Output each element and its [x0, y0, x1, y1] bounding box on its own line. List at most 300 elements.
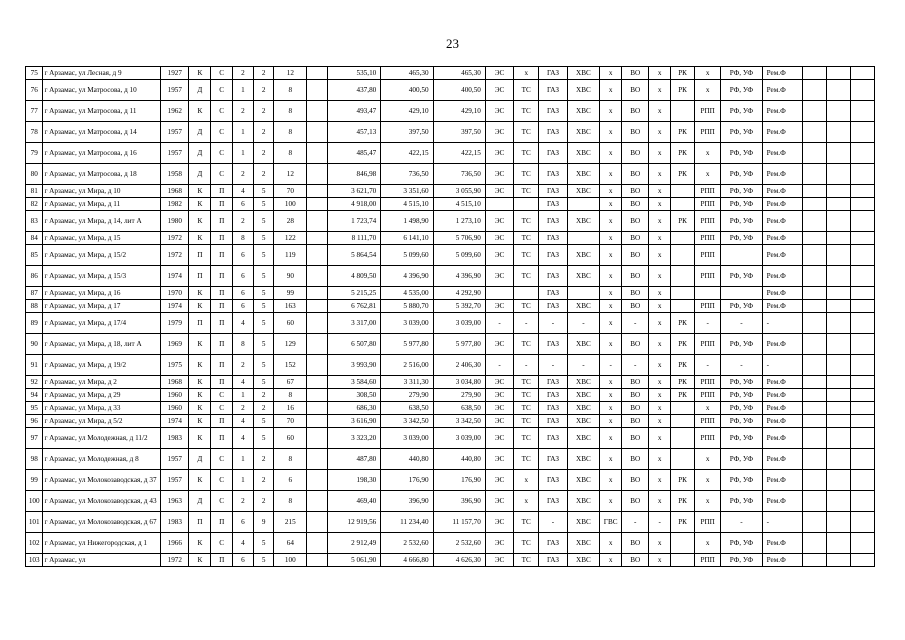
table-row — [26, 287, 875, 300]
residential-area-cell: 3 039,00 — [433, 313, 485, 334]
entrances-cell: 5 — [253, 533, 274, 554]
rpp-flag-cell: РПП — [695, 376, 721, 389]
apartments-cell: 67 — [274, 376, 307, 389]
material-cell: П — [189, 266, 211, 287]
floors-cell: 6 — [233, 512, 254, 533]
hot-water-cell: х — [600, 376, 622, 389]
empty-cell-2-cell — [826, 185, 850, 198]
floors-cell: 2 — [233, 402, 254, 415]
empty-cell-3-cell — [850, 376, 874, 389]
build-year-cell: 1957 — [161, 470, 189, 491]
build-year-cell: 1972 — [161, 554, 189, 567]
sewerage-cell: ВО — [622, 415, 649, 428]
heating-cell: ТС — [514, 428, 539, 449]
repair-fund-cell: Рем.Ф — [762, 211, 802, 232]
fund-type-cell — [721, 287, 762, 300]
repair-fund-cell: - — [762, 313, 802, 334]
apartments-cell: 6 — [274, 470, 307, 491]
rk-flag-cell: РК — [671, 376, 695, 389]
empty-cell-1-cell — [802, 143, 826, 164]
floors-cell: 6 — [233, 287, 254, 300]
rpp-flag-cell: РПП — [695, 266, 721, 287]
table-row — [26, 554, 875, 567]
extra-service-cell: х — [649, 376, 671, 389]
cold-water-cell: ХВС — [567, 245, 600, 266]
rk-flag-cell: РК — [671, 491, 695, 512]
fund-type-cell: - — [721, 355, 762, 376]
total-area-cell: 4 809,50 — [327, 266, 380, 287]
row-number-cell: 80 — [26, 164, 43, 185]
row-number-cell: 101 — [26, 512, 43, 533]
address-cell: г Арзамас, ул Матросова, д 14 — [43, 122, 161, 143]
repair-fund-cell: Рем.Ф — [762, 533, 802, 554]
hot-water-cell: х — [600, 287, 622, 300]
address-cell: г Арзамас, ул Мира, д 11 — [43, 198, 161, 211]
rk-flag-cell: РК — [671, 67, 695, 80]
row-number-cell: 83 — [26, 211, 43, 232]
living-area-cell: 440,80 — [381, 449, 433, 470]
rk-flag-cell: РК — [671, 143, 695, 164]
cold-water-cell: ХВС — [567, 334, 600, 355]
cold-water-cell: ХВС — [567, 211, 600, 232]
blank-cell-cell — [307, 402, 328, 415]
build-year-cell: 1957 — [161, 449, 189, 470]
apartments-cell: 12 — [274, 164, 307, 185]
table-row — [26, 211, 875, 232]
residential-area-cell: 11 157,70 — [433, 512, 485, 533]
sewerage-cell: - — [622, 313, 649, 334]
build-year-cell: 1960 — [161, 389, 189, 402]
gas-cell: ГАЗ — [539, 245, 567, 266]
material-cell: Д — [189, 143, 211, 164]
build-year-cell: 1963 — [161, 491, 189, 512]
cold-water-cell: ХВС — [567, 122, 600, 143]
electricity-cell: ЭС — [485, 415, 513, 428]
floors-cell: 4 — [233, 428, 254, 449]
residential-area-cell: 638,50 — [433, 402, 485, 415]
address-cell: г Арзамас, ул Мира, д 5/2 — [43, 415, 161, 428]
entrances-cell: 5 — [253, 313, 274, 334]
sewerage-cell: - — [622, 512, 649, 533]
cold-water-cell: ХВС — [567, 470, 600, 491]
rk-flag-cell — [671, 101, 695, 122]
rk-flag-cell — [671, 198, 695, 211]
build-year-cell: 1927 — [161, 67, 189, 80]
entrances-cell: 2 — [253, 470, 274, 491]
material-cell: Д — [189, 122, 211, 143]
hot-water-cell: х — [600, 198, 622, 211]
empty-cell-2-cell — [826, 470, 850, 491]
living-area-cell: 5 977,80 — [381, 334, 433, 355]
repair-fund-cell: Рем.Ф — [762, 554, 802, 567]
entrances-cell: 2 — [253, 402, 274, 415]
entrances-cell: 2 — [253, 80, 274, 101]
floors-cell: 8 — [233, 334, 254, 355]
repair-fund-cell: Рем.Ф — [762, 245, 802, 266]
total-area-cell: 4 918,00 — [327, 198, 380, 211]
sewerage-cell: ВО — [622, 491, 649, 512]
address-cell: г Арзамас, ул Мира, д 17/4 — [43, 313, 161, 334]
cold-water-cell: ХВС — [567, 266, 600, 287]
wall-type-cell: П — [211, 198, 233, 211]
rpp-flag-cell: х — [695, 533, 721, 554]
empty-cell-2-cell — [826, 266, 850, 287]
electricity-cell: ЭС — [485, 533, 513, 554]
row-number-cell: 95 — [26, 402, 43, 415]
row-number-cell: 75 — [26, 67, 43, 80]
empty-cell-3-cell — [850, 470, 874, 491]
address-cell: г Арзамас, ул — [43, 554, 161, 567]
floors-cell: 1 — [233, 143, 254, 164]
repair-fund-cell: Рем.Ф — [762, 266, 802, 287]
empty-cell-2-cell — [826, 428, 850, 449]
extra-service-cell: х — [649, 211, 671, 232]
material-cell: Д — [189, 80, 211, 101]
repair-fund-cell: Рем.Ф — [762, 389, 802, 402]
total-area-cell: 2 912,49 — [327, 533, 380, 554]
repair-fund-cell: Рем.Ф — [762, 415, 802, 428]
electricity-cell: ЭС — [485, 470, 513, 491]
cold-water-cell — [567, 198, 600, 211]
gas-cell: ГАЗ — [539, 164, 567, 185]
fund-type-cell: РФ, УФ — [721, 428, 762, 449]
table-row — [26, 164, 875, 185]
gas-cell: ГАЗ — [539, 80, 567, 101]
table-row — [26, 101, 875, 122]
electricity-cell: ЭС — [485, 491, 513, 512]
empty-cell-2-cell — [826, 355, 850, 376]
wall-type-cell: П — [211, 512, 233, 533]
empty-cell-1-cell — [802, 67, 826, 80]
address-cell: г Арзамас, ул Мира, д 10 — [43, 185, 161, 198]
entrances-cell: 5 — [253, 300, 274, 313]
hot-water-cell: х — [600, 232, 622, 245]
fund-type-cell: РФ, УФ — [721, 80, 762, 101]
material-cell: К — [189, 533, 211, 554]
empty-cell-2-cell — [826, 143, 850, 164]
living-area-cell: 4 666,80 — [381, 554, 433, 567]
heating-cell: ТС — [514, 389, 539, 402]
empty-cell-1-cell — [802, 313, 826, 334]
total-area-cell: 3 584,60 — [327, 376, 380, 389]
living-area-cell: 176,90 — [381, 470, 433, 491]
fund-type-cell: РФ, УФ — [721, 533, 762, 554]
empty-cell-3-cell — [850, 122, 874, 143]
fund-type-cell: - — [721, 313, 762, 334]
rk-flag-cell — [671, 245, 695, 266]
empty-cell-1-cell — [802, 232, 826, 245]
floors-cell: 6 — [233, 266, 254, 287]
repair-fund-cell: Рем.Ф — [762, 449, 802, 470]
heating-cell: ТС — [514, 512, 539, 533]
apartments-cell: 100 — [274, 198, 307, 211]
sewerage-cell: ВО — [622, 470, 649, 491]
empty-cell-3-cell — [850, 313, 874, 334]
sewerage-cell: ВО — [622, 198, 649, 211]
sewerage-cell: ВО — [622, 376, 649, 389]
extra-service-cell: х — [649, 185, 671, 198]
cold-water-cell: ХВС — [567, 449, 600, 470]
apartments-cell: 152 — [274, 355, 307, 376]
floors-cell: 6 — [233, 300, 254, 313]
wall-type-cell: П — [211, 211, 233, 232]
residential-area-cell: 5 706,90 — [433, 232, 485, 245]
fund-type-cell: РФ, УФ — [721, 389, 762, 402]
build-year-cell: 1958 — [161, 164, 189, 185]
address-cell: г Арзамас, ул Мира, д 2 — [43, 376, 161, 389]
material-cell: К — [189, 67, 211, 80]
hot-water-cell: х — [600, 122, 622, 143]
heating-cell: ТС — [514, 533, 539, 554]
floors-cell: 2 — [233, 67, 254, 80]
floors-cell: 2 — [233, 164, 254, 185]
gas-cell: ГАЗ — [539, 232, 567, 245]
blank-cell-cell — [307, 389, 328, 402]
address-cell: г Арзамас, ул Мира, д 15/3 — [43, 266, 161, 287]
rk-flag-cell: РК — [671, 389, 695, 402]
fund-type-cell: РФ, УФ — [721, 67, 762, 80]
extra-service-cell: х — [649, 266, 671, 287]
apartments-cell: 28 — [274, 211, 307, 232]
empty-cell-1-cell — [802, 245, 826, 266]
extra-service-cell: х — [649, 287, 671, 300]
housing-registry-table — [25, 66, 875, 567]
blank-cell-cell — [307, 313, 328, 334]
rk-flag-cell — [671, 402, 695, 415]
empty-cell-1-cell — [802, 428, 826, 449]
row-number-cell: 84 — [26, 232, 43, 245]
table-row — [26, 334, 875, 355]
row-number-cell: 91 — [26, 355, 43, 376]
living-area-cell: 11 234,40 — [381, 512, 433, 533]
material-cell: К — [189, 211, 211, 232]
address-cell: г Арзамас, ул Лесная, д 9 — [43, 67, 161, 80]
sewerage-cell: ВО — [622, 300, 649, 313]
blank-cell-cell — [307, 334, 328, 355]
gas-cell: ГАЗ — [539, 491, 567, 512]
cold-water-cell: - — [567, 313, 600, 334]
fund-type-cell: РФ, УФ — [721, 266, 762, 287]
extra-service-cell: х — [649, 101, 671, 122]
entrances-cell: 5 — [253, 415, 274, 428]
gas-cell: - — [539, 512, 567, 533]
row-number-cell: 78 — [26, 122, 43, 143]
build-year-cell: 1982 — [161, 198, 189, 211]
build-year-cell: 1957 — [161, 143, 189, 164]
residential-area-cell: 422,15 — [433, 143, 485, 164]
rk-flag-cell: РК — [671, 470, 695, 491]
gas-cell: ГАЗ — [539, 122, 567, 143]
floors-cell: 1 — [233, 80, 254, 101]
row-number-cell: 94 — [26, 389, 43, 402]
sewerage-cell: ВО — [622, 67, 649, 80]
total-area-cell: 846,98 — [327, 164, 380, 185]
blank-cell-cell — [307, 449, 328, 470]
build-year-cell: 1975 — [161, 355, 189, 376]
cold-water-cell: ХВС — [567, 415, 600, 428]
sewerage-cell: ВО — [622, 334, 649, 355]
entrances-cell: 2 — [253, 143, 274, 164]
total-area-cell: 686,30 — [327, 402, 380, 415]
build-year-cell: 1957 — [161, 80, 189, 101]
cold-water-cell — [567, 232, 600, 245]
address-cell: г Арзамас, ул Мира, д 29 — [43, 389, 161, 402]
entrances-cell: 2 — [253, 491, 274, 512]
empty-cell-3-cell — [850, 415, 874, 428]
hot-water-cell: х — [600, 143, 622, 164]
row-number-cell: 77 — [26, 101, 43, 122]
empty-cell-3-cell — [850, 300, 874, 313]
apartments-cell: 8 — [274, 389, 307, 402]
blank-cell-cell — [307, 245, 328, 266]
wall-type-cell: П — [211, 428, 233, 449]
rpp-flag-cell: - — [695, 313, 721, 334]
extra-service-cell: х — [649, 300, 671, 313]
table-row — [26, 232, 875, 245]
fund-type-cell: РФ, УФ — [721, 101, 762, 122]
empty-cell-3-cell — [850, 266, 874, 287]
electricity-cell: ЭС — [485, 164, 513, 185]
wall-type-cell: П — [211, 245, 233, 266]
rk-flag-cell: РК — [671, 355, 695, 376]
entrances-cell: 2 — [253, 449, 274, 470]
table-row — [26, 80, 875, 101]
entrances-cell: 5 — [253, 334, 274, 355]
living-area-cell: 3 311,30 — [381, 376, 433, 389]
empty-cell-3-cell — [850, 80, 874, 101]
cold-water-cell: ХВС — [567, 376, 600, 389]
address-cell: г Арзамас, ул Мира, д 15/2 — [43, 245, 161, 266]
repair-fund-cell: Рем.Ф — [762, 402, 802, 415]
empty-cell-2-cell — [826, 164, 850, 185]
address-cell: г Арзамас, ул Мира, д 15 — [43, 232, 161, 245]
apartments-cell: 8 — [274, 101, 307, 122]
blank-cell-cell — [307, 415, 328, 428]
material-cell: К — [189, 389, 211, 402]
blank-cell-cell — [307, 266, 328, 287]
residential-area-cell: 2 406,30 — [433, 355, 485, 376]
electricity-cell: ЭС — [485, 211, 513, 232]
living-area-cell: 5 880,70 — [381, 300, 433, 313]
sewerage-cell: ВО — [622, 122, 649, 143]
table-row — [26, 198, 875, 211]
address-cell: г Арзамас, ул Молокозаводская, д 37 — [43, 470, 161, 491]
apartments-cell: 215 — [274, 512, 307, 533]
build-year-cell: 1983 — [161, 512, 189, 533]
wall-type-cell: П — [211, 232, 233, 245]
hot-water-cell: х — [600, 554, 622, 567]
build-year-cell: 1957 — [161, 122, 189, 143]
living-area-cell: 3 351,60 — [381, 185, 433, 198]
floors-cell: 2 — [233, 491, 254, 512]
cold-water-cell: ХВС — [567, 512, 600, 533]
electricity-cell — [485, 287, 513, 300]
extra-service-cell: х — [649, 470, 671, 491]
empty-cell-2-cell — [826, 313, 850, 334]
heating-cell: ТС — [514, 300, 539, 313]
address-cell: г Арзамас, ул Матросова, д 11 — [43, 101, 161, 122]
entrances-cell: 2 — [253, 389, 274, 402]
wall-type-cell: П — [211, 185, 233, 198]
row-number-cell: 86 — [26, 266, 43, 287]
residential-area-cell: 3 034,80 — [433, 376, 485, 389]
material-cell: Д — [189, 449, 211, 470]
rpp-flag-cell: х — [695, 80, 721, 101]
rpp-flag-cell: х — [695, 164, 721, 185]
apartments-cell: 8 — [274, 80, 307, 101]
rk-flag-cell — [671, 266, 695, 287]
total-area-cell: 3 621,70 — [327, 185, 380, 198]
address-cell: г Арзамас, ул Мира, д 14, лит А — [43, 211, 161, 232]
table-row — [26, 266, 875, 287]
blank-cell-cell — [307, 300, 328, 313]
blank-cell-cell — [307, 198, 328, 211]
total-area-cell: 3 616,90 — [327, 415, 380, 428]
empty-cell-3-cell — [850, 67, 874, 80]
rpp-flag-cell: - — [695, 355, 721, 376]
gas-cell: ГАЗ — [539, 554, 567, 567]
heating-cell: ТС — [514, 266, 539, 287]
hot-water-cell: х — [600, 428, 622, 449]
apartments-cell: 163 — [274, 300, 307, 313]
empty-cell-3-cell — [850, 185, 874, 198]
total-area-cell: 493,47 — [327, 101, 380, 122]
rk-flag-cell — [671, 185, 695, 198]
floors-cell: 4 — [233, 185, 254, 198]
repair-fund-cell: Рем.Ф — [762, 470, 802, 491]
empty-cell-3-cell — [850, 334, 874, 355]
rk-flag-cell: РК — [671, 164, 695, 185]
apartments-cell: 8 — [274, 449, 307, 470]
material-cell: К — [189, 402, 211, 415]
entrances-cell: 2 — [253, 101, 274, 122]
empty-cell-2-cell — [826, 389, 850, 402]
gas-cell: ГАЗ — [539, 287, 567, 300]
empty-cell-3-cell — [850, 211, 874, 232]
empty-cell-1-cell — [802, 512, 826, 533]
empty-cell-3-cell — [850, 389, 874, 402]
sewerage-cell: ВО — [622, 266, 649, 287]
table-row — [26, 512, 875, 533]
empty-cell-2-cell — [826, 245, 850, 266]
wall-type-cell: С — [211, 122, 233, 143]
extra-service-cell: х — [649, 67, 671, 80]
address-cell: г Арзамас, ул Мира, д 17 — [43, 300, 161, 313]
address-cell: г Арзамас, ул Молодежная, д 8 — [43, 449, 161, 470]
extra-service-cell: х — [649, 428, 671, 449]
blank-cell-cell — [307, 211, 328, 232]
empty-cell-1-cell — [802, 533, 826, 554]
gas-cell: ГАЗ — [539, 300, 567, 313]
extra-service-cell: х — [649, 143, 671, 164]
extra-service-cell: х — [649, 232, 671, 245]
total-area-cell: 485,47 — [327, 143, 380, 164]
apartments-cell: 99 — [274, 287, 307, 300]
build-year-cell: 1970 — [161, 287, 189, 300]
table-row — [26, 402, 875, 415]
sewerage-cell: ВО — [622, 533, 649, 554]
gas-cell: - — [539, 313, 567, 334]
sewerage-cell: ВО — [622, 185, 649, 198]
heating-cell: х — [514, 491, 539, 512]
empty-cell-1-cell — [802, 198, 826, 211]
gas-cell: ГАЗ — [539, 533, 567, 554]
empty-cell-1-cell — [802, 402, 826, 415]
row-number-cell: 79 — [26, 143, 43, 164]
electricity-cell: ЭС — [485, 389, 513, 402]
hot-water-cell: х — [600, 164, 622, 185]
living-area-cell: 5 099,60 — [381, 245, 433, 266]
